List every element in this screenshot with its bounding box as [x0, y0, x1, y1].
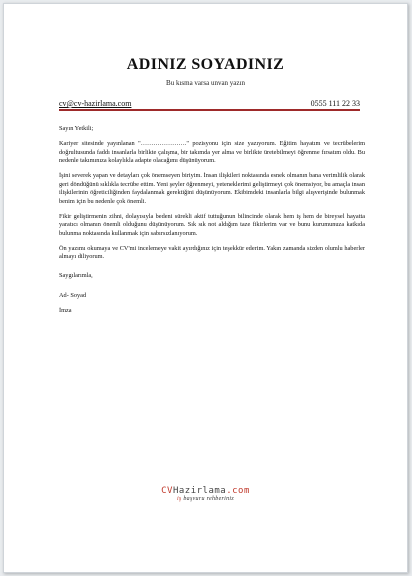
logo-main-text: Hazirlama [172, 486, 227, 496]
logo-wordmark [4, 486, 407, 496]
paragraph-4: Ön yazımı okumaya ve CV'mi incelemeye vakit ayırdığınız için teşekkür ederim. Yakın zamanda sizden olumlu haberler almayı diliyorum. [59, 244, 365, 260]
email-link[interactable]: cv@cv-hazirlama.com [59, 99, 132, 108]
applicant-title: Bu kısma varsa unvan yazın [166, 79, 245, 87]
paragraph-1: Kariyer sitesinde yayınlanan "…………………." pozisyonu için size yazıyorum. Eğitim hayatım ve tecrübelerim doğrultusunda faddı insanlarla birlikte çalışma, bir takımda yer alma ve birlikte üretebilmeyi öğrenme fırsatım oldu. Bu nedenle takımınıza kolaylıkla adapte olacağımı düşünüyorum. [59, 140, 365, 164]
logo-suffix: .com [226, 486, 250, 496]
paragraph-2: İşini severek yapan ve detayları çok önemseyen biriyim. İnsan ilişkileri noktasında esnek olmanın bana verimlilik olarak geri döndüğünü sıklıkla tecrübe ettim. Yeni şeyler öğrenmeyi, yeteneklerimi geliştirmeyi çok önemsiyor, bu amaçla insan ilişkilerinin öğreticiliğinden faydalanmak gerektiğini düşünüyorum. Ekibimdeki insanlarla bilgi alışverişinde bulunmak benim için bu nedenle çok önemli. [59, 172, 365, 205]
logo-prefix: CV [161, 486, 173, 496]
signature-name: Ad- Soyad [59, 292, 87, 299]
letter-body [59, 125, 365, 322]
logo-tag-prefix: iş [176, 496, 184, 502]
greeting: Sayın Yetkili; [59, 125, 94, 132]
header-divider [59, 109, 360, 111]
logo-tag-main: başvuru rehberiniz [183, 496, 235, 502]
logo-tagline [4, 496, 407, 502]
paragraph-3: Fikir geliştirmenin zihni, dolayısıyla bedeni sürekli aktif tuttuğunun bilincinde olarak hem iş hem de bireysel hayatta yaratıcı olmanın önemli olduğunu düşünüyorum. Sık sık not aldığım taze fikirlerim var ve bunu kurumunuza katkıda bulunma noktasında kullanmak için sabırsızlanıyorum. [59, 212, 365, 237]
applicant-name: ADINIZ SOYADINIZ [126, 56, 285, 73]
phone-number: 0555 111 22 33 [310, 99, 360, 108]
site-logo [4, 486, 407, 502]
closing: Saygılarımla, [59, 271, 93, 279]
signature-label: İmza [59, 307, 72, 314]
letter-page [3, 3, 408, 573]
